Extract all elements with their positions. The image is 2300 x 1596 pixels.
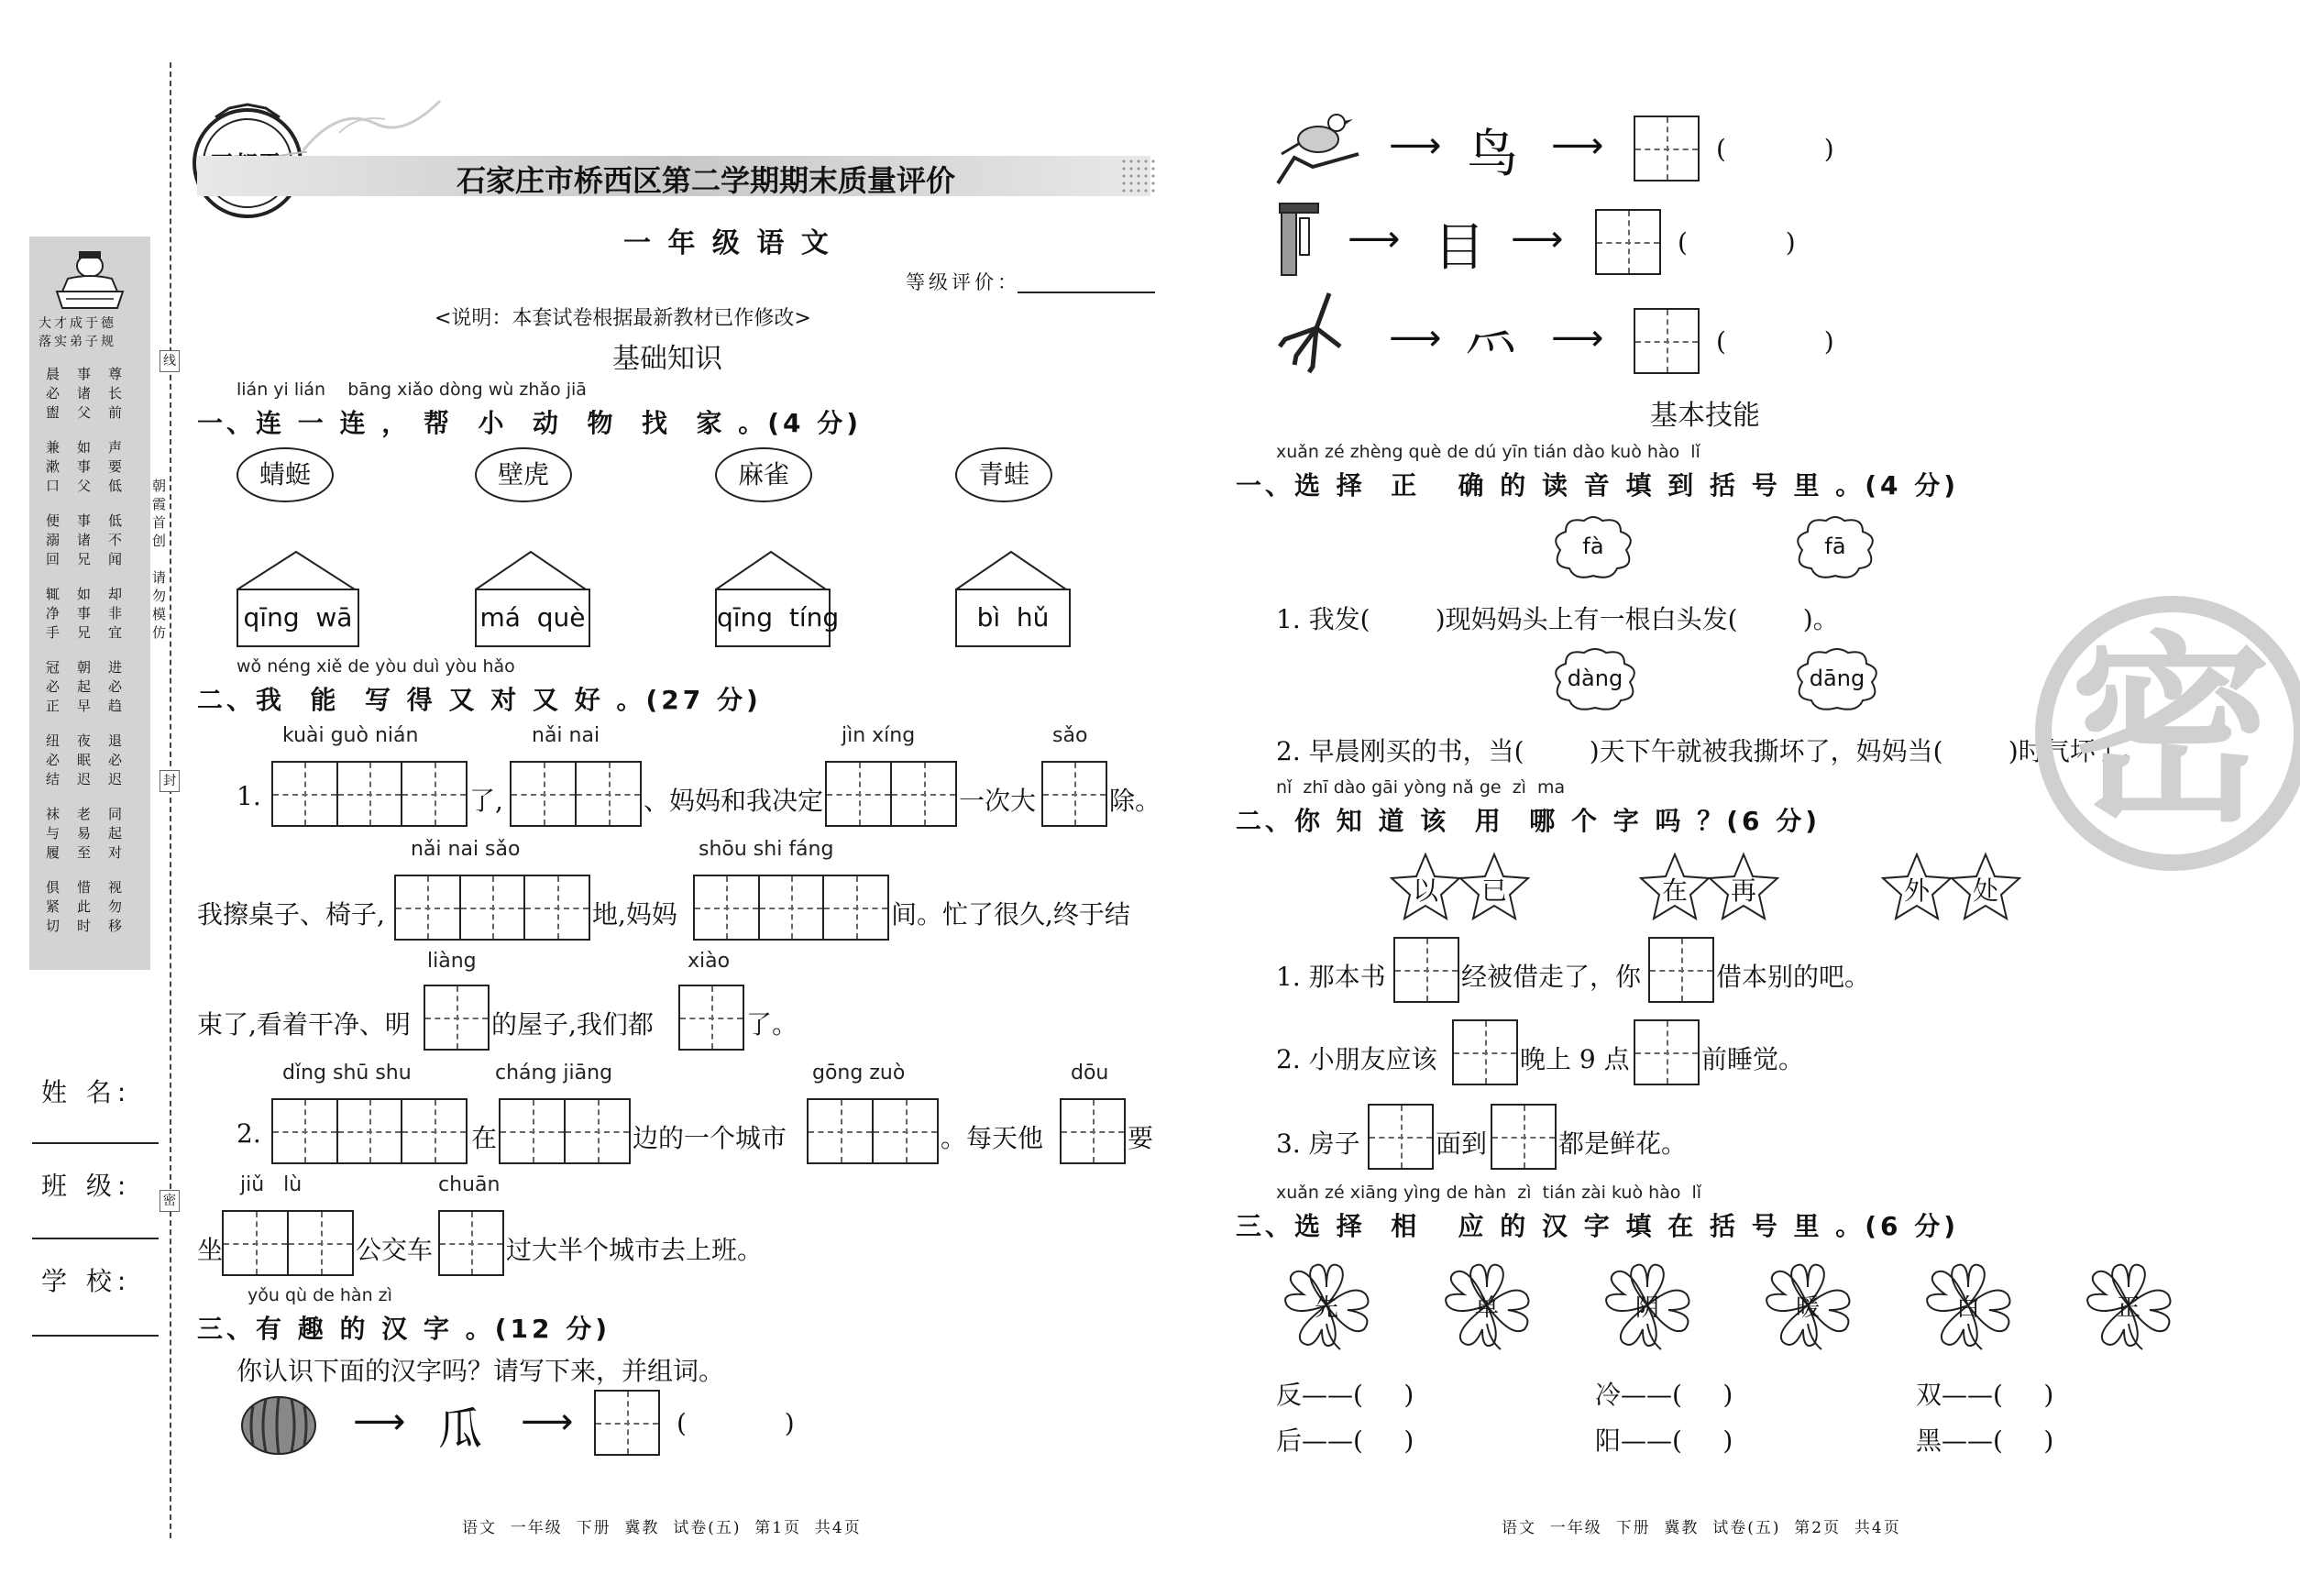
clover-label: 阴 — [1634, 1294, 1659, 1322]
pinyin-label: jiǔ lù — [240, 1173, 303, 1196]
pinyin-label: shōu shi fáng — [699, 838, 834, 861]
class-label: 班 级: — [41, 1171, 132, 1201]
sentence-text: 前睡觉。 — [1701, 1044, 1805, 1074]
banner-dots — [1120, 158, 1155, 193]
sentence-text: 2. 小朋友应该 — [1276, 1044, 1437, 1074]
pinyin-label: jìn xíng — [842, 724, 916, 747]
sentence-text: 经被借走了，你 — [1461, 962, 1642, 992]
house-label: má què — [475, 589, 590, 647]
pinyin-label: sǎo — [1052, 724, 1088, 747]
sentence-text: 坐 — [197, 1235, 224, 1265]
sentence-text: 了, — [469, 786, 503, 816]
pinyin-label: kuài guò nián — [282, 724, 419, 747]
animal-oval-4[interactable] — [955, 447, 1052, 502]
seal-mark-3: 密 — [160, 1190, 180, 1212]
watermark-seal — [2035, 596, 2300, 871]
writing-grid-1[interactable] — [1393, 937, 1459, 1003]
antonym-pair[interactable]: 后——( ) — [1276, 1425, 1414, 1456]
arrow-icon: ⟶ — [1551, 317, 1604, 359]
pinyin-label: xiào — [688, 950, 731, 973]
maxim-phrase: 兼漱口 — [46, 439, 61, 494]
sentence-text: 。每天他 — [941, 1123, 1044, 1153]
pinyin-flower — [1789, 513, 1881, 583]
maxim-phrase: 视勿移 — [108, 879, 123, 934]
sentence-text: 在 — [471, 1123, 498, 1153]
p2q3-pinyin: xuǎn zé xiāng yìng de hàn zì tián zài kuò hào lǐ — [1276, 1183, 1702, 1203]
maxim-phrase: 辄净手 — [46, 586, 61, 641]
writing-grid-3[interactable] — [394, 875, 590, 941]
clover-label: 单 — [1474, 1294, 1499, 1322]
watermelon-picture — [240, 1395, 317, 1456]
q2-title: 二、我 能 写 得 又 对 又 好 。(27 分) — [197, 685, 762, 715]
maxim-phrase: 袜与履 — [46, 806, 61, 861]
q1-pinyin: lián yi lián bāng xiǎo dòng wù zhǎo jiā — [237, 380, 587, 400]
sentence-text: 边的一个城市 — [633, 1123, 787, 1153]
writing-grid-1[interactable] — [1634, 308, 1700, 374]
clover-char — [1597, 1260, 1698, 1351]
star-pair-3 — [1876, 851, 2041, 924]
sentence-text: 借本别的吧。 — [1716, 962, 1871, 992]
sentence-text: 地,妈妈 — [592, 899, 677, 930]
house-label: bì hǔ — [955, 589, 1071, 647]
arrow-icon: ⟶ — [1389, 317, 1442, 359]
pinyin-label: liàng — [427, 950, 477, 973]
ancient-glyph-door-icon: 目 — [1434, 218, 1485, 278]
clover-char — [1918, 1260, 2019, 1351]
house-1[interactable] — [237, 550, 356, 645]
sentence-text: 一次大 — [959, 786, 1037, 816]
star-char: 处 — [1972, 875, 1998, 906]
scholar-illustration — [48, 246, 132, 312]
pinyin-flower — [1547, 645, 1643, 715]
sentence-text: 1. 那本书 — [1276, 962, 1386, 992]
maxim-phrase: 夜眠迟 — [77, 732, 92, 787]
sentence-text: 间。忙了很久,终于结 — [891, 899, 1130, 930]
clover-char — [1757, 1260, 1858, 1351]
antonym-pair[interactable]: 双——( ) — [1916, 1380, 2054, 1410]
answer-blank[interactable]: ( ) — [677, 1408, 795, 1438]
page-footer-left: 语文 一年级 下册 冀教 试卷(五) 第1页 共4页 — [462, 1519, 862, 1537]
school-field[interactable] — [32, 1335, 159, 1337]
pinyin-option: fā — [1824, 534, 1846, 559]
answer-blank[interactable]: ( ) — [1716, 134, 1834, 164]
writing-grid-1[interactable] — [1634, 1019, 1700, 1085]
house-2[interactable] — [475, 550, 587, 645]
sentence-number: 1. — [237, 781, 261, 811]
star-char: 以 — [1412, 875, 1438, 906]
writing-grid-1[interactable] — [1491, 1104, 1557, 1170]
animal-oval-1[interactable] — [237, 447, 334, 502]
exam-subject: 一 年 级 语 文 — [623, 227, 832, 259]
maxim-phrase: 朝起早 — [77, 659, 92, 714]
sentence-text: 晚上 9 点 — [1520, 1044, 1630, 1074]
antonym-pair[interactable]: 冷——( ) — [1595, 1380, 1733, 1410]
maxim-phrase: 纽必结 — [46, 732, 61, 787]
house-4[interactable] — [955, 550, 1067, 645]
writing-grid-1[interactable] — [594, 1390, 660, 1456]
writing-grid-1[interactable] — [1041, 761, 1107, 827]
house-label: qīng wā — [237, 589, 359, 647]
maxim-phrase: 惜此时 — [77, 879, 92, 934]
motto-panel — [29, 237, 150, 970]
motto-line-2: 落实弟子规 — [39, 335, 116, 349]
q3-title: 三、有 趣 的 汉 字 。(12 分) — [197, 1314, 611, 1344]
antonym-pair[interactable]: 黑——( ) — [1916, 1425, 2054, 1456]
writing-grid-1[interactable] — [424, 985, 490, 1051]
arrow-icon: ⟶ — [353, 1401, 406, 1443]
sentence-text: 公交车 — [356, 1235, 434, 1265]
antonym-pair[interactable]: 反——( ) — [1276, 1380, 1414, 1410]
q3-pinyin: yǒu qù de hàn zì — [248, 1285, 392, 1305]
maxim-phrase: 却非宜 — [108, 586, 123, 641]
writing-grid-1[interactable] — [1634, 116, 1700, 182]
clover-char — [1276, 1260, 1377, 1351]
writing-grid-1[interactable] — [438, 1210, 504, 1276]
motto-line-1: 大才成于德 — [39, 316, 116, 331]
door-picture — [1276, 200, 1322, 277]
p2q3-title: 三、选 择 相 应 的 汉 字 填 在 括 号 里 。(6 分) — [1236, 1211, 1960, 1241]
clover-label: 先 — [1314, 1294, 1338, 1322]
writing-grid-2[interactable] — [222, 1210, 354, 1276]
binding-cut-line — [170, 62, 171, 1538]
ribbon-decoration — [303, 96, 449, 160]
arrow-icon: ⟶ — [1348, 218, 1401, 260]
sentence-text: 的屋子,我们都 — [491, 1009, 654, 1040]
animal-label: 青蛙 — [977, 459, 1029, 490]
pinyin-label: chuān — [438, 1173, 501, 1196]
maxim-phrase: 尊长前 — [108, 366, 123, 421]
maxim-phrase: 冠必正 — [46, 659, 61, 714]
writing-grid-1[interactable] — [1060, 1098, 1126, 1164]
seal-mark-2: 封 — [160, 770, 180, 792]
star-char: 外 — [1903, 875, 1930, 906]
sentence-text: 了。 — [746, 1009, 798, 1040]
ancient-glyph-bird-icon: ⻦ — [1467, 125, 1518, 184]
answer-blank[interactable]: ( ) — [1678, 227, 1796, 258]
writing-grid-2[interactable] — [510, 761, 642, 827]
school-label: 学 校: — [41, 1266, 132, 1296]
maxim-phrase: 同起对 — [108, 806, 123, 861]
q1-title: 一、连 一 连 ， 帮 小 动 物 找 家 。(4 分) — [197, 408, 863, 438]
sentence-text: 3. 房子 — [1276, 1128, 1360, 1159]
watermark-char: 密 — [2070, 614, 2272, 849]
pinyin-label: dǐng shū shu — [282, 1062, 412, 1084]
maxim-phrase: 如事兄 — [77, 586, 92, 641]
pinyin-option: dāng — [1809, 666, 1865, 691]
sentence-text: 除。 — [1109, 786, 1161, 816]
maxim-phrase: 进必趋 — [108, 659, 123, 714]
house-3[interactable] — [715, 550, 840, 645]
writing-grid-1[interactable] — [1648, 937, 1714, 1003]
clover-char — [2078, 1260, 2179, 1351]
writing-grid-3[interactable] — [693, 875, 889, 941]
clover-label: 暖 — [1795, 1294, 1820, 1322]
sentence-text: 都是鲜花。 — [1558, 1128, 1688, 1159]
sentence-text: 过大半个城市去上班。 — [506, 1235, 764, 1265]
writing-grid-1[interactable] — [1452, 1019, 1518, 1085]
page-footer-right: 语文 一年级 下册 冀教 试卷(五) 第2页 共4页 — [1502, 1519, 1901, 1537]
sentence-text: 我擦桌子、椅子, — [197, 899, 385, 930]
maxim-phrase: 如事父 — [77, 439, 92, 494]
star-char: 再 — [1730, 875, 1756, 906]
star-char: 在 — [1661, 875, 1688, 906]
maxim-phrase: 俱紧切 — [46, 879, 61, 934]
maxim-phrase: 事诸父 — [77, 366, 92, 421]
writing-grid-1[interactable] — [678, 985, 744, 1051]
q3-prompt: 你认识下面的汉字吗？请写下来，并组词。 — [237, 1356, 725, 1386]
side-note-2: 请勿模仿 — [152, 569, 167, 641]
class-field[interactable] — [32, 1238, 159, 1239]
maxim-phrase: 声要低 — [108, 439, 123, 494]
writing-grid-3[interactable] — [271, 761, 468, 827]
star-pair-1 — [1384, 851, 1549, 924]
exam-note: <说明：本套试卷根据最新教材已作修改> — [435, 307, 811, 330]
maxim-phrase: 退必迟 — [108, 732, 123, 787]
pinyin-label: nǎi nai sǎo — [411, 838, 521, 861]
writing-grid-2[interactable] — [499, 1098, 631, 1164]
grade-label: 等级评价： — [906, 271, 1020, 293]
animal-oval-3[interactable] — [715, 447, 812, 502]
maxim-phrase: 老易至 — [77, 806, 92, 861]
exam-title: 石家庄市桥西区第二学期期末质量评价 — [457, 163, 956, 198]
sentence-text: 、妈妈和我决定 — [644, 786, 824, 816]
animal-label: 壁虎 — [497, 459, 549, 490]
pinyin-label: gōng zuò — [812, 1062, 906, 1084]
writing-grid-2[interactable] — [807, 1098, 939, 1164]
claw-picture — [1276, 292, 1349, 374]
name-field[interactable] — [32, 1142, 159, 1144]
clover-char — [1436, 1260, 1537, 1351]
bird-picture — [1276, 103, 1368, 185]
pinyin-flower — [1789, 645, 1885, 715]
maxim-phrase: 便溺回 — [46, 512, 61, 567]
pinyin-option: dàng — [1567, 666, 1623, 691]
arrow-icon: ⟶ — [1511, 218, 1564, 260]
p2q1-sentence-1[interactable]: 1. 我发( )现妈妈头上有一根白头发( )。 — [1276, 604, 1839, 634]
clover-label: 白 — [1955, 1294, 1980, 1322]
pinyin-label: nǎi nai — [532, 724, 600, 747]
antonym-pair[interactable]: 阳——( ) — [1595, 1425, 1733, 1456]
sentence-number: 2. — [237, 1118, 261, 1149]
grade-field[interactable] — [1018, 292, 1155, 293]
ancient-glyph-claw-icon: ⺤ — [1465, 317, 1516, 377]
writing-grid-1[interactable] — [1368, 1104, 1434, 1170]
writing-grid-3[interactable] — [271, 1098, 468, 1164]
pinyin-option: fà — [1582, 534, 1604, 559]
seal-mark-1: 线 — [160, 350, 180, 372]
sentence-text: 束了,看着干净、明 — [197, 1009, 411, 1040]
p2q1-title: 一、选 择 正 确 的 读 音 填 到 括 号 里 。(4 分) — [1236, 470, 1960, 501]
writing-grid-2[interactable] — [825, 761, 957, 827]
arrow-icon: ⟶ — [1551, 125, 1604, 167]
clover-label: 正 — [2116, 1294, 2140, 1322]
name-label: 姓 名: — [41, 1077, 132, 1107]
answer-blank[interactable]: ( ) — [1716, 326, 1834, 357]
animal-label: 蜻蜓 — [259, 459, 311, 490]
pinyin-label: cháng jiāng — [495, 1062, 613, 1084]
animal-oval-2[interactable] — [475, 447, 572, 502]
pinyin-label: dōu — [1071, 1062, 1109, 1084]
section-basic-knowledge: 基础知识 — [612, 343, 722, 375]
sentence-text: 要 — [1128, 1123, 1154, 1153]
arrow-icon: ⟶ — [521, 1401, 574, 1443]
maxim-phrase: 低不闻 — [108, 512, 123, 567]
q2-pinyin: wǒ néng xiě de yòu duì yòu hǎo — [237, 656, 515, 677]
arrow-icon: ⟶ — [1389, 125, 1442, 167]
p2q1-sentence-2[interactable]: 2. 早晨刚买的书，当( )天下午就被我撕坏了，妈妈当( )时气坏了。 — [1276, 736, 2147, 766]
star-char: 已 — [1480, 875, 1507, 906]
section-basic-skills: 基本技能 — [1650, 400, 1760, 432]
house-label: qīng tíng — [715, 589, 831, 647]
writing-grid-1[interactable] — [1595, 209, 1661, 275]
animal-label: 麻雀 — [737, 459, 789, 490]
ancient-glyph-melon-icon: ⽠ — [438, 1403, 483, 1455]
maxim-phrase: 事诸兄 — [77, 512, 92, 567]
pinyin-flower — [1547, 513, 1639, 583]
p2q2-pinyin: nǐ zhī dào gāi yòng nǎ ge zì ma — [1276, 777, 1566, 798]
p2q2-title: 二、你 知 道 该 用 哪 个 字 吗 ？(6 分) — [1236, 806, 1821, 836]
p2q1-pinyin: xuǎn zé zhèng què de dú yīn tián dào kuò hào lǐ — [1276, 442, 1700, 462]
sentence-text: 面到 — [1436, 1128, 1488, 1159]
maxim-phrase: 晨必盥 — [46, 366, 61, 421]
star-pair-2 — [1634, 851, 1799, 924]
side-note-1: 朝霞首创 — [152, 478, 167, 549]
